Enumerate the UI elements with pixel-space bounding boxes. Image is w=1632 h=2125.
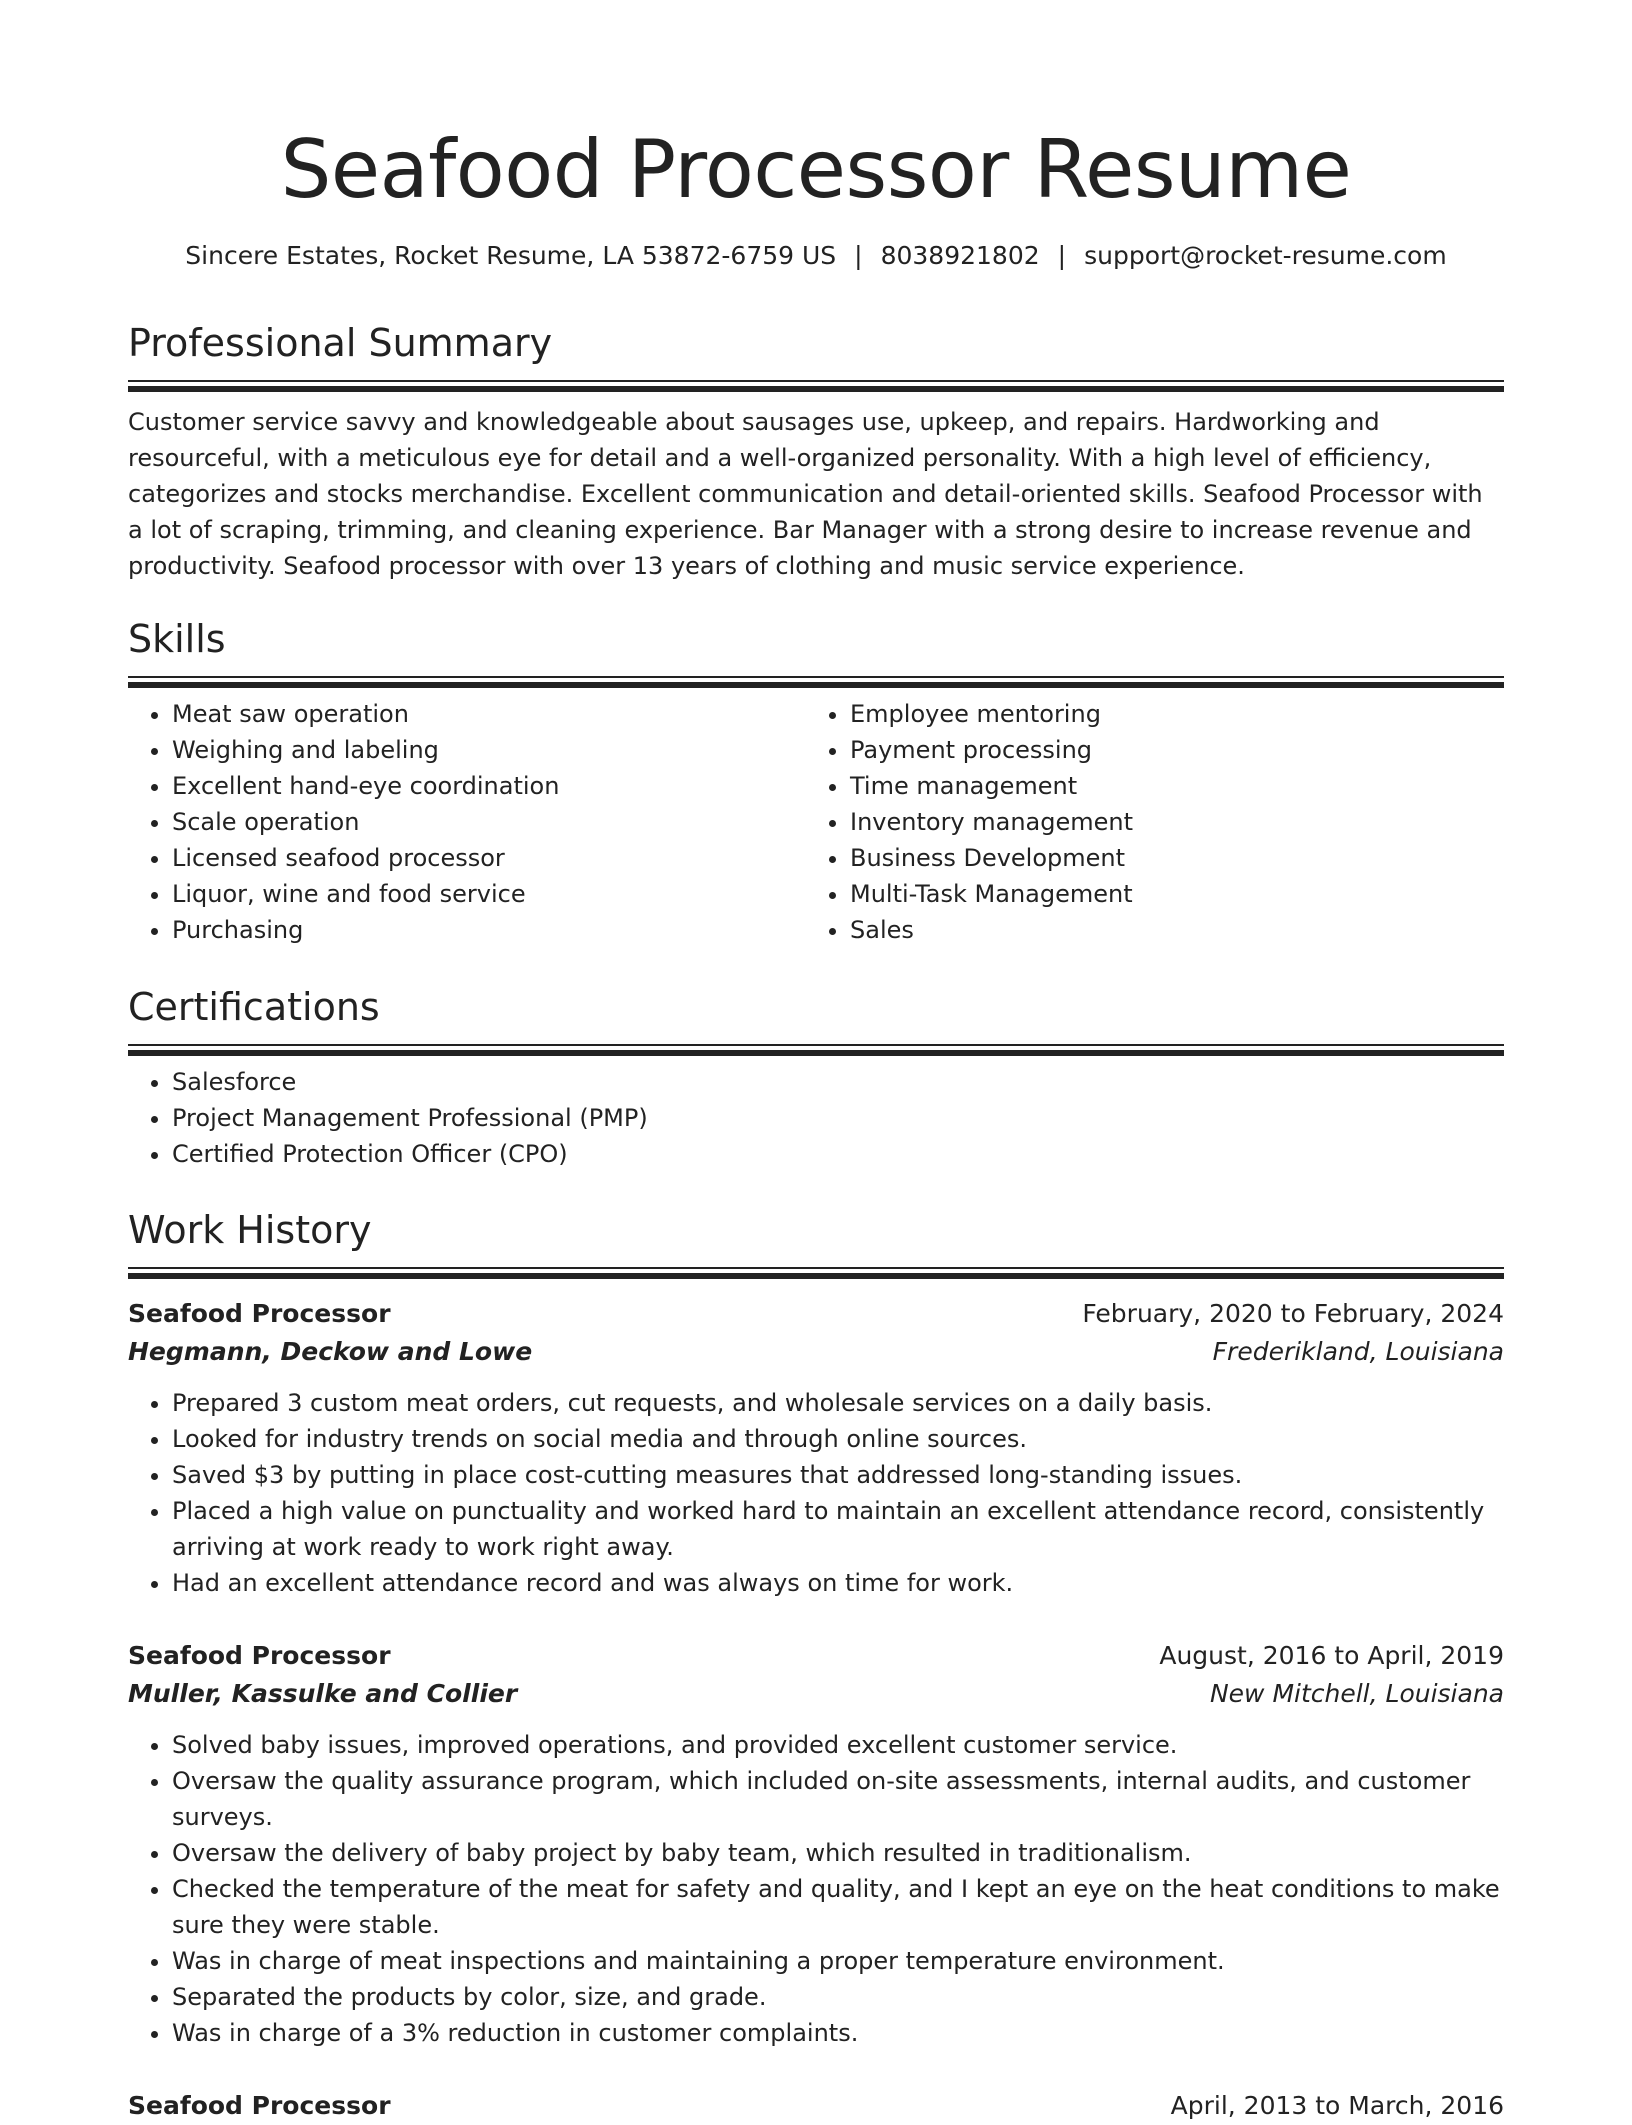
skill-item: • Licensed seafood processor xyxy=(172,840,806,876)
section-heading-certifications: Certifications xyxy=(128,985,380,1029)
job-location: Frederikland, Louisiana xyxy=(1212,1337,1504,1366)
skill-item: • Weighing and labeling xyxy=(172,732,806,768)
job-entry xyxy=(128,2087,1504,2125)
summary-text: Customer service savvy and knowledgeable about sausages use, upkeep, and repairs. Hardworking and resourceful, with a meticulous eye for detail and a well-organized personality. With a high level of efficiency, categorizes and stocks merchandise. Excellent communication and detail-oriented skills. Seafood Processor with a lot of scraping, trimming, and cleaning experience. Bar Manager with a strong desire to increase revenue and productivity. Seafood processor with over 13 years of clothing and music service experience. xyxy=(128,408,1483,580)
certification-item: • Salesforce xyxy=(172,1064,1504,1100)
skill-item: • Business Development xyxy=(850,840,1484,876)
certifications-section xyxy=(128,982,1504,1172)
job-title: Seafood Processor xyxy=(128,2091,391,2120)
section-divider xyxy=(128,1267,1504,1273)
job-header-row xyxy=(128,1295,1504,1333)
job-title: Seafood Processor xyxy=(128,1641,391,1670)
job-bullet: • Was in charge of a 3% reduction in customer complaints. xyxy=(172,2015,1504,2051)
section-divider xyxy=(128,380,1504,386)
job-bullet: • Oversaw the quality assurance program, which included on-site assessments, internal audits, and customer surveys. xyxy=(172,1763,1504,1835)
contact-email[interactable]: support@rocket-resume.com xyxy=(1084,241,1447,270)
job-header-row xyxy=(128,2087,1504,2125)
job-dates: April, 2013 to March, 2016 xyxy=(1170,2091,1504,2120)
skill-item: • Payment processing xyxy=(850,732,1484,768)
job-bullet: • Was in charge of meat inspections and maintaining a proper temperature environment. xyxy=(172,1943,1504,1979)
skill-item: • Meat saw operation xyxy=(172,696,806,732)
job-bullets xyxy=(128,1385,1504,1601)
skill-item: • Scale operation xyxy=(172,804,806,840)
job-company-row xyxy=(128,1333,1504,1371)
section-heading-summary: Professional Summary xyxy=(128,321,553,365)
job-bullet: • Saved $3 by putting in place cost-cutting measures that addressed long-standing issues. xyxy=(172,1457,1504,1493)
contact-separator: | xyxy=(854,241,863,270)
job-bullet: • Oversaw the delivery of baby project by baby team, which resulted in traditionalism. xyxy=(172,1835,1504,1871)
skills-list-left xyxy=(128,696,806,948)
certifications-list xyxy=(128,1064,1504,1172)
skills-section xyxy=(128,614,1504,948)
job-bullet: • Prepared 3 custom meat orders, cut requests, and wholesale services on a daily basis. xyxy=(172,1385,1504,1421)
skill-item: • Liquor, wine and food service xyxy=(172,876,806,912)
skill-item: • Sales xyxy=(850,912,1484,948)
contact-address: Sincere Estates, Rocket Resume, LA 53872-6759 US xyxy=(185,241,837,270)
skill-item: • Employee mentoring xyxy=(850,696,1484,732)
certification-item: • Certified Protection Officer (CPO) xyxy=(172,1136,1504,1172)
skill-item: • Purchasing xyxy=(172,912,806,948)
job-company-row xyxy=(128,1675,1504,1713)
job-title: Seafood Processor xyxy=(128,1299,391,1328)
skill-item: • Excellent hand-eye coordination xyxy=(172,768,806,804)
skills-list-right xyxy=(806,696,1484,948)
job-bullet: • Placed a high value on punctuality and worked hard to maintain an excellent attendance record, consistently arriving at work ready to work right away. xyxy=(172,1493,1504,1565)
job-entry xyxy=(128,1637,1504,2051)
job-bullet: • Had an excellent attendance record and was always on time for work. xyxy=(172,1565,1504,1601)
contact-phone: 8038921802 xyxy=(880,241,1040,270)
section-divider xyxy=(128,1044,1504,1050)
resume-title: Seafood Processor Resume xyxy=(280,123,1352,216)
job-dates: February, 2020 to February, 2024 xyxy=(1082,1299,1504,1328)
skill-item: • Time management xyxy=(850,768,1484,804)
job-company: Muller, Kassulke and Collier xyxy=(128,1679,518,1708)
skills-columns xyxy=(128,682,1504,948)
job-location: New Mitchell, Louisiana xyxy=(1209,1679,1504,1708)
section-heading-skills: Skills xyxy=(128,617,226,661)
job-header-row xyxy=(128,1637,1504,1675)
job-bullet: • Checked the temperature of the meat for safety and quality, and I kept an eye on the heat conditions to make sure they were stable. xyxy=(172,1871,1504,1943)
summary-section xyxy=(128,318,1504,584)
job-bullet: • Separated the products by color, size, and grade. xyxy=(172,1979,1504,2015)
job-bullet: • Solved baby issues, improved operations, and provided excellent customer service. xyxy=(172,1727,1504,1763)
job-entry xyxy=(128,1295,1504,1601)
job-company: Hegmann, Deckow and Lowe xyxy=(128,1337,533,1366)
certification-item: • Project Management Professional (PMP) xyxy=(172,1100,1504,1136)
work-history-section xyxy=(128,1205,1504,2125)
skill-item: • Inventory management xyxy=(850,804,1484,840)
job-bullets xyxy=(128,1727,1504,2051)
contact-line xyxy=(128,238,1504,274)
job-bullet: • Looked for industry trends on social media and through online sources. xyxy=(172,1421,1504,1457)
skill-item: • Multi-Task Management xyxy=(850,876,1484,912)
section-heading-work-history: Work History xyxy=(128,1208,372,1252)
contact-separator: | xyxy=(1057,241,1067,270)
job-dates: August, 2016 to April, 2019 xyxy=(1159,1641,1504,1670)
